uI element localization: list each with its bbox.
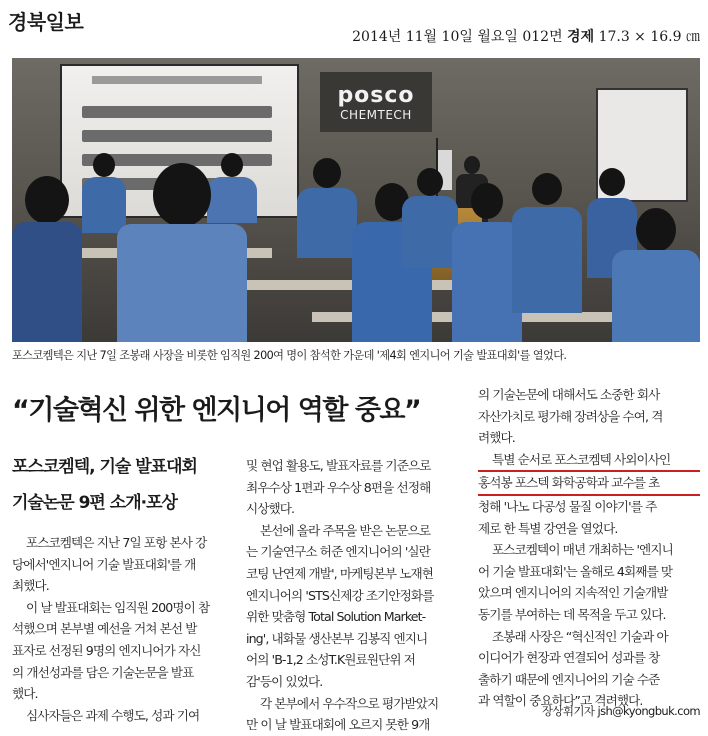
text-line-highlighted: 홍석봉 포스텍 화학공학과 교수를 초: [478, 472, 700, 496]
text-line: 최우수상 1편과 우수상 8편을 선정해: [246, 479, 431, 495]
paper-name: 경북일보: [8, 10, 84, 34]
audience-member: [297, 158, 357, 258]
posco-chemtech-logo: [320, 72, 432, 132]
article-headline: “기술혁신 위한 엔지니어 역할 중요”: [12, 395, 421, 426]
text-line: 포스코켐텍은 지난 7일 포항 본사 강: [26, 535, 207, 550]
text-line: 려했다.: [478, 430, 515, 446]
text-line: 및 현업 활용도, 발표자료를 기준으로: [246, 458, 431, 473]
text-line: 심사자들은 과제 수행도, 성과 기여: [26, 707, 200, 723]
text-line: 포스코켐텍이 매년 개최하는 '엔지니: [492, 542, 673, 558]
text-line: 조봉래 사장은 “혁신적인 기술과 아: [492, 628, 668, 644]
text-line: 의 기술논문에 대해서도 소중한 회사: [478, 387, 660, 402]
edition-info: [352, 26, 700, 46]
text-line: 엔지니어의 'STS신제강 조기안정화를: [246, 587, 434, 603]
text-line: 시상했다.: [246, 501, 295, 517]
text-line: 어의 'B-1,2 소성T.K원료원단위 저: [246, 652, 415, 668]
text-line: 본선에 올라 주목을 받은 논문으로: [260, 522, 431, 538]
masthead: [8, 4, 700, 44]
speaker: [464, 156, 480, 174]
edition-size: 17.3 × 16.9 ㎝: [598, 29, 700, 45]
text-line: 청해 '나노 다공성 물질 이야기'를 주: [478, 498, 657, 514]
text-line: 았으며 엔지니어의 지속적인 기술개발: [478, 585, 668, 601]
article-photo: [12, 58, 700, 342]
logo-main-text: posco: [337, 82, 415, 108]
text-line: 코팅 난연제 개발', 마케팅본부 노재현: [246, 565, 434, 581]
audience-member: [117, 163, 247, 342]
logo-sub-text: CHEMTECH: [340, 107, 412, 122]
text-line: 했다.: [12, 686, 38, 702]
text-line: 의 개선성과를 담은 기술논문을 발표: [12, 664, 194, 680]
text-line: 감'등이 있었다.: [246, 673, 323, 689]
photo-caption: 포스코켐텍은 지난 7일 조봉래 사장을 비롯한 임직원 200여 명이 참석한 가운데 '제4회 엔지니어 기술 발표대회'를 열었다.: [12, 349, 567, 362]
text-line: 석했으며 본부별 예선을 거쳐 본선 발: [12, 621, 197, 637]
text-line: 만 이 날 발표대회에 오르지 못한 9개: [246, 717, 430, 733]
article-subhead-1: 포스코켐텍, 기술 발표대회: [12, 457, 197, 477]
text-line: 각 본부에서 우수작으로 평가받았지: [260, 695, 439, 711]
text-line: 동기를 부여하는 데 목적을 두고 있다.: [478, 606, 666, 622]
article-column-2: [246, 455, 464, 736]
audience-member: [402, 168, 458, 268]
edition-date-page: 2014년 11월 10일 월요일 012면: [352, 29, 563, 45]
text-line: 위한 맞춤형 Total Solution Market-: [246, 609, 426, 625]
text-line: 이디어가 현장과 연결되어 성과를 창: [478, 650, 660, 666]
text-line: 출하기 때문에 엔지니어의 기술 수준: [478, 671, 660, 687]
text-line: 최했다.: [12, 578, 49, 594]
text-line: 는 기술연구소 허준 엔지니어의 '실란: [246, 544, 430, 560]
text-line: 제로 한 특별 강연을 열었다.: [478, 520, 618, 536]
text-line-highlighted: 특별 순서로 포스코켐텍 사외이사인: [478, 449, 700, 473]
text-line: 당에서'엔지니어 기술 발표대회'를 개: [12, 556, 196, 572]
audience-member: [612, 208, 700, 342]
article-byline: 장상휘기자 jsh@kyongbuk.com: [541, 704, 700, 718]
edition-section: 경제: [567, 29, 595, 45]
article-subhead-2: 기술논문 9편 소개·포상: [12, 493, 177, 513]
audience-member: [12, 176, 82, 342]
text-line: 표자로 선정된 9명의 엔지니어가 자신: [12, 642, 201, 658]
text-line: 이 날 발표대회는 임직원 200명이 참: [26, 599, 210, 615]
text-line: ing', 내화물 생산본부 김봉직 엔지니: [246, 630, 428, 646]
text-line: 과 역할이 중요하다”고 격려했다.: [478, 693, 643, 709]
article-column-3: [478, 384, 700, 712]
article-column-1: [12, 532, 232, 726]
text-line: 자산가치로 평가해 장려상을 수여, 격: [478, 408, 663, 424]
audience-member: [512, 173, 582, 313]
text-line: 어 기술 발표대회'는 올해로 4회째를 맞: [478, 563, 673, 579]
